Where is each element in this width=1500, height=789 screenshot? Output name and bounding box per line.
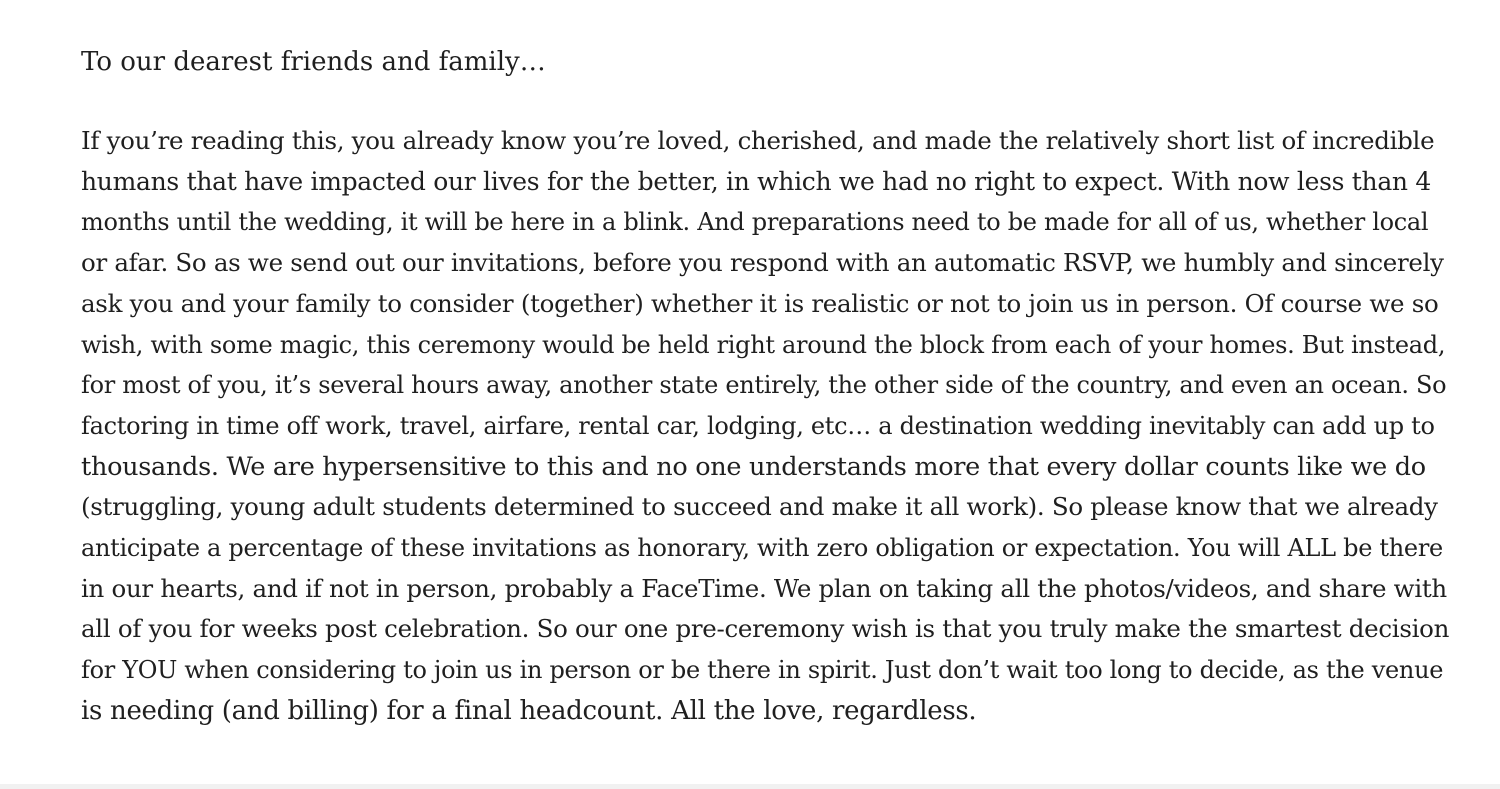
body-line: factoring in time off work, travel, airfare, rental car, lodging, etc… a destination wedding inevitably can add up to bbox=[81, 411, 1435, 440]
body-line: for most of you, it’s several hours away, another state entirely, the other side of the country, and even an ocean. So bbox=[81, 371, 1447, 400]
letter-body bbox=[81, 121, 1450, 732]
body-line: months until the wedding, it will be here in a blink. And preparations need to be made for all of us, whether local bbox=[81, 208, 1429, 237]
body-line: ask you and your family to consider (together) whether it is realistic or not to join us in person. Of course we so bbox=[81, 288, 1439, 318]
body-line: all of you for weeks post celebration. So our one pre-ceremony wish is that you truly make the smartest decision bbox=[81, 614, 1450, 644]
bottom-divider bbox=[0, 784, 1500, 789]
body-line: is needing (and billing) for a final headcount. All the love, regardless. bbox=[81, 695, 977, 726]
body-line: wish, with some magic, this ceremony would be held right around the block from each of your homes. But instead, bbox=[81, 330, 1446, 359]
body-line: humans that have impacted our lives for the better, in which we had no right to expect. With now less than 4 bbox=[81, 166, 1431, 196]
body-line: thousands. We are hypersensitive to this and no one understands more that every dollar counts like we do bbox=[81, 451, 1426, 482]
body-line: in our hearts, and if not in person, probably a FaceTime. We plan on taking all the photos/videos, and share with bbox=[81, 573, 1447, 603]
body-line: anticipate a percentage of these invitations as honorary, with zero obligation or expectation. You will ALL be there bbox=[81, 534, 1443, 563]
body-line: If you’re reading this, you already know you’re loved, cherished, and made the relatively short list of incredible bbox=[81, 126, 1435, 155]
letter-greeting: To our dearest friends and family… bbox=[81, 47, 546, 77]
body-line: for YOU when considering to join us in person or be there in spirit. Just don’t wait too long to decide, as the venue bbox=[81, 656, 1444, 685]
body-line: (struggling, young adult students determined to succeed and make it all work). So please know that we already bbox=[81, 492, 1438, 522]
body-line: or afar. So as we send out our invitations, before you respond with an automatic RSVP, we humbly and sincerely bbox=[81, 248, 1444, 278]
